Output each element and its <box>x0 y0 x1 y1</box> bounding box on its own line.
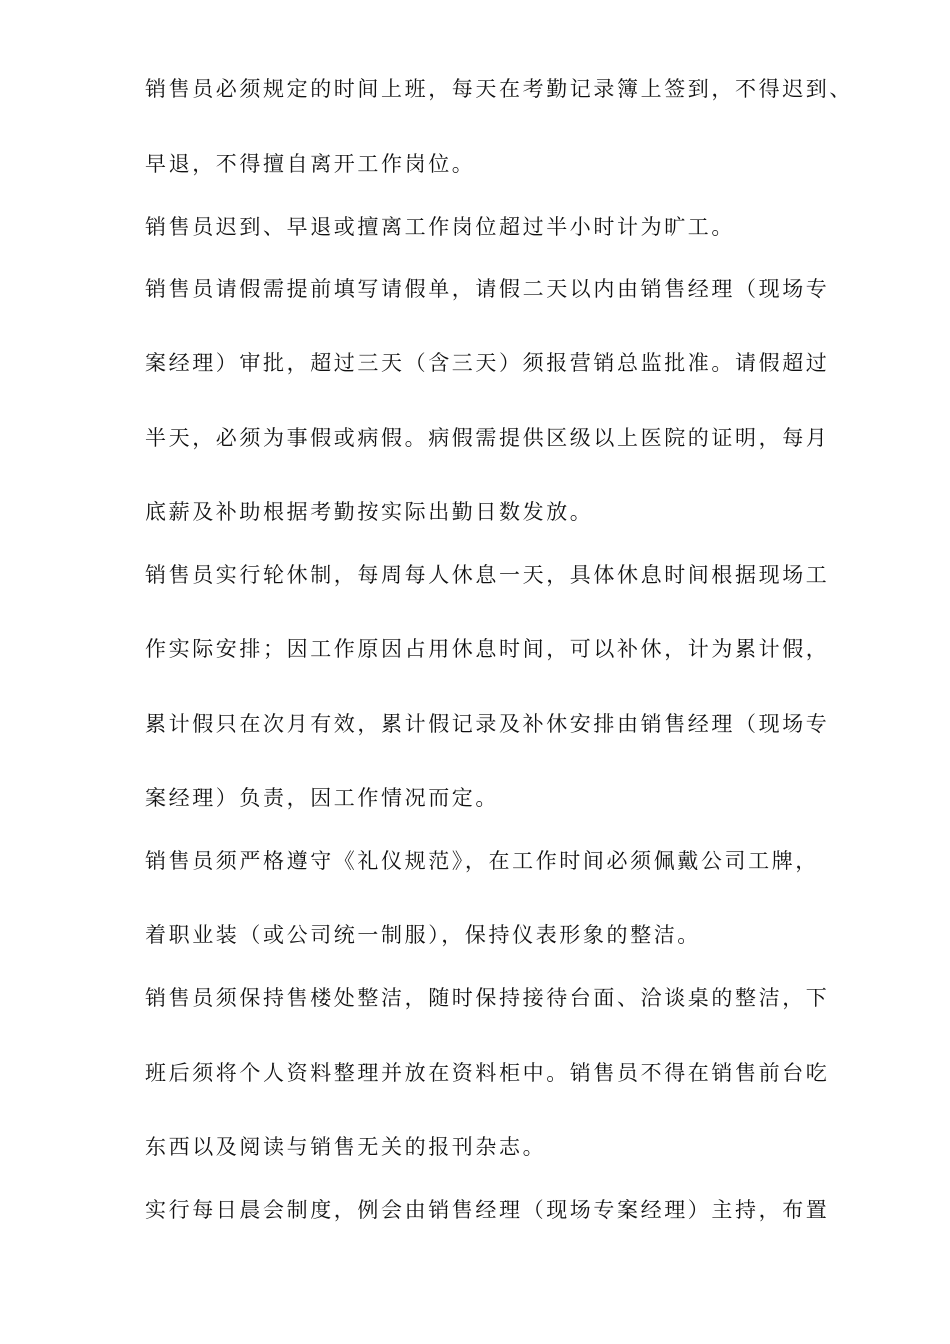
text-line: 着职业装（或公司统一制服），保持仪表形象的整洁。 <box>145 923 701 947</box>
text-line: 销售员迟到、早退或擅离工作岗位超过半小时计为旷工。 <box>145 215 735 239</box>
text-line: 早退，不得擅自离开工作岗位。 <box>145 152 476 176</box>
text-line: 销售员须保持售楼处整洁，随时保持接待台面、洽谈桌的整洁，下 <box>145 986 830 1010</box>
text-line: 案经理）负责，因工作情况而定。 <box>145 786 499 810</box>
text-line: 作实际安排；因工作原因占用休息时间，可以补休，计为累计假， <box>145 637 830 661</box>
text-line: 销售员须严格遵守《礼仪规范》，在工作时间必须佩戴公司工牌， <box>145 849 819 873</box>
text-line: 销售员请假需提前填写请假单，请假二天以内由销售经理（现场专 <box>145 277 830 301</box>
text-line: 销售员必须规定的时间上班，每天在考勤记录簿上签到，不得迟到、 <box>145 77 853 101</box>
text-line: 底薪及补助根据考勤按实际出勤日数发放。 <box>145 500 594 524</box>
text-line: 案经理）审批，超过三天（含三天）须报营销总监批准。请假超过 <box>145 351 830 375</box>
text-line: 累计假只在次月有效，累计假记录及补休安排由销售经理（现场专 <box>145 712 830 736</box>
text-line: 东西以及阅读与销售无关的报刊杂志。 <box>145 1135 547 1159</box>
text-line: 班后须将个人资料整理并放在资料柜中。销售员不得在销售前台吃 <box>145 1061 830 1085</box>
text-line: 半天，必须为事假或病假。病假需提供区级以上医院的证明，每月 <box>145 426 830 450</box>
text-line: 实行每日晨会制度，例会由销售经理（现场专案经理）主持，布置 <box>145 1198 830 1222</box>
text-line: 销售员实行轮休制，每周每人休息一天，具体休息时间根据现场工 <box>145 563 830 587</box>
